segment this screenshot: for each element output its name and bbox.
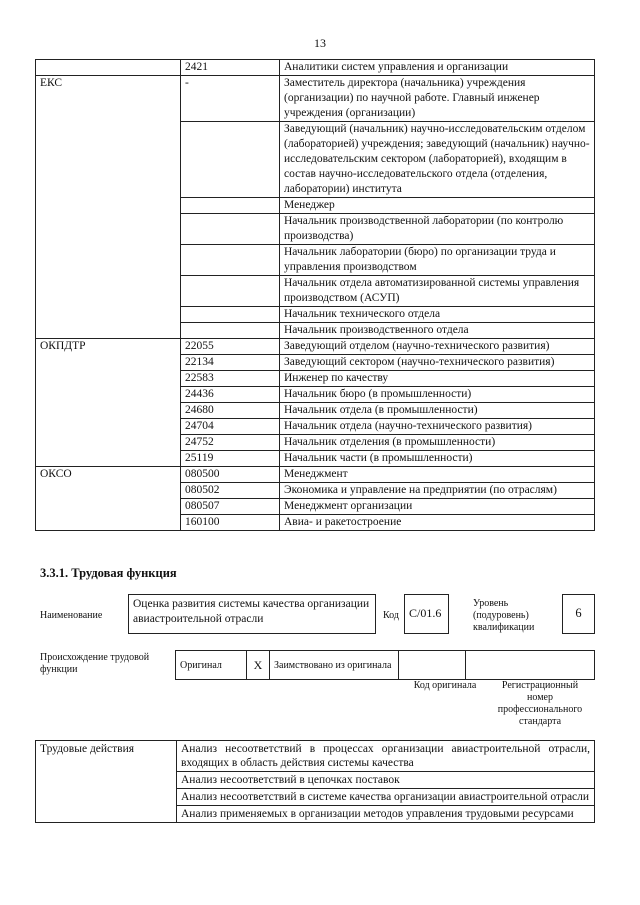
classifier-cell xyxy=(36,483,181,499)
classifier-cell xyxy=(36,435,181,451)
classifier-cell xyxy=(36,451,181,467)
action-item: Анализ несоответствий в процессах организации авиастроительной отрасли, входящих в область действия системы качества xyxy=(177,741,595,772)
title-cell: Начальник бюро (в промышленности) xyxy=(280,387,595,403)
name-label: Наименование xyxy=(40,610,103,621)
title-cell: Начальник производственной лаборатории (по контролю производства) xyxy=(280,214,595,245)
level-label-text: Уровень (подуровень) квалификации xyxy=(473,598,535,633)
table-row xyxy=(36,515,595,531)
title-cell: Заведующий (начальник) научно-исследовательским отделом (лабораторией) учреждения; заведующий (начальник) научно-исследовательским сектором (лабораторией), входящим в состав научно-исследовательского отдела (отделения, лаборатории) института xyxy=(280,122,595,198)
classifier-cell: ОКСО xyxy=(36,467,181,483)
table-row xyxy=(36,387,595,403)
origin-label-text: Происхождение трудовой функции xyxy=(40,652,150,675)
code-cell xyxy=(181,307,280,323)
code-cell: 25119 xyxy=(181,451,280,467)
code-cell xyxy=(181,198,280,214)
reg-number-caption: Регистрационный номер профессионального стандарта xyxy=(497,680,583,727)
title-cell: Начальник отделения (в промышленности) xyxy=(280,435,595,451)
table-row xyxy=(36,198,595,214)
code-cell: 24436 xyxy=(181,387,280,403)
level-value: 6 xyxy=(562,594,595,634)
classification-table xyxy=(35,59,595,531)
code-cell: 24680 xyxy=(181,403,280,419)
classifier-cell xyxy=(36,499,181,515)
table-row xyxy=(36,355,595,371)
title-cell: Начальник производственного отдела xyxy=(280,323,595,339)
table-row xyxy=(36,435,595,451)
code-cell: - xyxy=(181,76,280,122)
code-value: С/01.6 xyxy=(404,594,449,634)
classifier-cell xyxy=(36,122,181,198)
borrowed-cell: Заимствовано из оригинала xyxy=(270,651,399,680)
code-cell: 22134 xyxy=(181,355,280,371)
action-row xyxy=(36,741,595,772)
code-cell: 160100 xyxy=(181,515,280,531)
original-mark: X xyxy=(247,651,270,680)
code-cell: 22583 xyxy=(181,371,280,387)
code-cell xyxy=(181,122,280,198)
title-cell: Менеджмент xyxy=(280,467,595,483)
action-item: Анализ несоответствий в цепочках поставок xyxy=(177,772,595,789)
code-cell: 080502 xyxy=(181,483,280,499)
classifier-cell xyxy=(36,355,181,371)
table-row xyxy=(36,483,595,499)
code-cell: 2421 xyxy=(181,60,280,76)
section-title: 3.3.1. Трудовая функция xyxy=(40,566,177,580)
table-row xyxy=(36,419,595,435)
classifier-cell xyxy=(36,60,181,76)
classifier-cell xyxy=(36,214,181,245)
title-cell: Начальник отдела (научно-технического развития) xyxy=(280,419,595,435)
code-cell: 24704 xyxy=(181,419,280,435)
title-cell: Заместитель директора (начальника) учреждения (организации) по научной работе. Главный инженер учреждения (организации) xyxy=(280,76,595,122)
table-row xyxy=(36,122,595,198)
title-cell: Начальник технического отдела xyxy=(280,307,595,323)
action-item: Анализ несоответствий в системе качества организации авиастроительной отрасли xyxy=(177,789,595,806)
classifier-cell xyxy=(36,371,181,387)
title-cell: Инженер по качеству xyxy=(280,371,595,387)
classifier-cell xyxy=(36,198,181,214)
code-cell: 080507 xyxy=(181,499,280,515)
classifier-cell: ОКПДТР xyxy=(36,339,181,355)
code-cell xyxy=(181,214,280,245)
table-row xyxy=(36,76,595,122)
level-label xyxy=(473,598,553,634)
code-cell: 24752 xyxy=(181,435,280,451)
title-cell: Заведующий отделом (научно-технического развития) xyxy=(280,339,595,355)
table-row xyxy=(36,403,595,419)
classifier-cell xyxy=(36,276,181,307)
classifier-cell xyxy=(36,403,181,419)
code-original-caption: Код оригинала xyxy=(413,680,477,691)
table-row xyxy=(36,467,595,483)
code-label: Код xyxy=(383,610,399,621)
table-row xyxy=(36,214,595,245)
code-cell xyxy=(181,323,280,339)
classifier-cell: ЕКС xyxy=(36,76,181,122)
title-cell: Менеджмент организации xyxy=(280,499,595,515)
title-cell: Начальник части (в промышленности) xyxy=(280,451,595,467)
title-cell: Менеджер xyxy=(280,198,595,214)
origin-table xyxy=(175,650,595,680)
code-original-cell xyxy=(399,651,466,680)
table-row xyxy=(36,276,595,307)
title-cell: Аналитики систем управления и организации xyxy=(280,60,595,76)
actions-label: Трудовые действия xyxy=(36,741,177,823)
table-row xyxy=(36,371,595,387)
classifier-cell xyxy=(36,387,181,403)
labor-actions-table xyxy=(35,740,595,823)
table-row xyxy=(36,60,595,76)
origin-label xyxy=(40,652,170,676)
code-cell: 080500 xyxy=(181,467,280,483)
code-cell: 22055 xyxy=(181,339,280,355)
title-cell: Заведующий сектором (научно-технического развития) xyxy=(280,355,595,371)
action-item: Анализ применяемых в организации методов управления трудовыми ресурсами xyxy=(177,806,595,823)
title-cell: Начальник отдела (в промышленности) xyxy=(280,403,595,419)
reg-number-cell xyxy=(466,651,595,680)
function-name-value: Оценка развития системы качества организации авиастроительной отрасли xyxy=(128,594,376,634)
page-number: 13 xyxy=(314,36,326,50)
original-cell: Оригинал xyxy=(176,651,247,680)
classifier-cell xyxy=(36,245,181,276)
code-cell xyxy=(181,245,280,276)
table-row xyxy=(36,323,595,339)
title-cell: Экономика и управление на предприятии (по отраслям) xyxy=(280,483,595,499)
classifier-cell xyxy=(36,515,181,531)
table-row xyxy=(36,307,595,323)
code-cell xyxy=(181,276,280,307)
classifier-cell xyxy=(36,307,181,323)
title-cell: Начальник отдела автоматизированной системы управления производством (АСУП) xyxy=(280,276,595,307)
title-cell: Авиа- и ракетостроение xyxy=(280,515,595,531)
table-row xyxy=(36,339,595,355)
classifier-cell xyxy=(36,419,181,435)
table-row xyxy=(36,245,595,276)
title-cell: Начальник лаборатории (бюро) по организации труда и управления производством xyxy=(280,245,595,276)
table-row xyxy=(36,499,595,515)
table-row xyxy=(36,451,595,467)
classifier-cell xyxy=(36,323,181,339)
